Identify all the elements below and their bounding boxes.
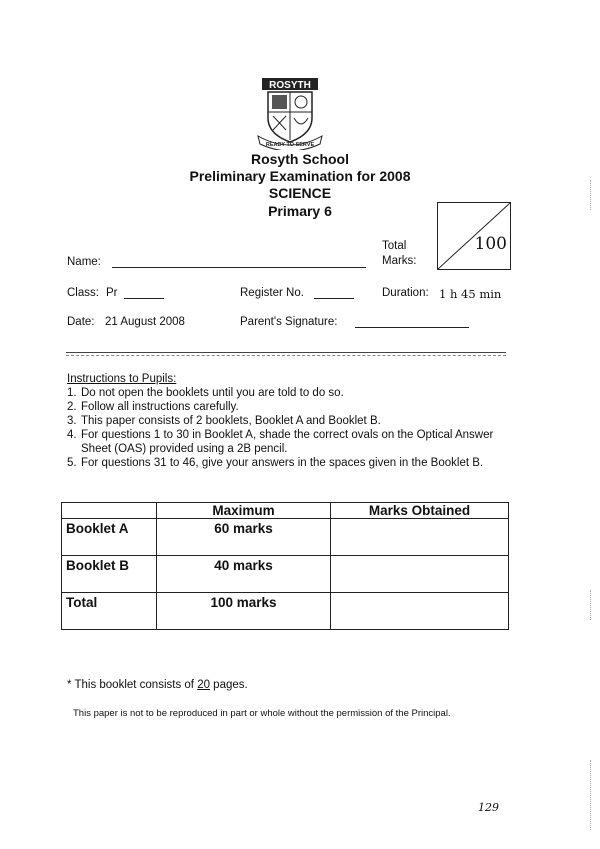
section-divider-dashed (66, 355, 506, 356)
parent-signature-label: Parent's Signature: (240, 316, 338, 328)
school-name: Rosyth School (250, 151, 349, 167)
total-marks-box (437, 202, 511, 270)
instructions-heading: Instructions to Pupils: (67, 373, 177, 385)
table-row (62, 519, 509, 556)
instruction-item: 3. This paper consists of 2 booklets, Booklet A and Booklet B. (67, 415, 381, 427)
instruction-item: 2. Follow all instructions carefully. (67, 401, 239, 413)
instructions-list (67, 386, 521, 470)
class-label: Class: (67, 287, 99, 299)
subject-title: SCIENCE (268, 185, 332, 201)
register-label: Register No. (240, 287, 304, 299)
scan-edge-mark (590, 590, 592, 620)
booklet-name: Total (62, 593, 157, 630)
total-marks-label-line2: Marks: (382, 255, 417, 267)
maximum-marks: 60 marks (157, 519, 331, 556)
booklet-name: Booklet A (62, 519, 157, 556)
instruction-item: 5. For questions 31 to 46, give your answers in the spaces given in the Booklet B. (67, 457, 484, 469)
total-marks-max: 100 (474, 234, 507, 254)
maximum-marks: 40 marks (157, 556, 331, 593)
duration-value: 1 h 45 min (439, 287, 502, 301)
copyright-notice: This paper is not to be reproduced in part or whole without the permission of the Principal. (73, 708, 451, 719)
section-divider (66, 352, 506, 353)
marks-obtained-cell[interactable] (331, 519, 509, 556)
class-field[interactable] (124, 286, 164, 299)
level-title: Primary 6 (268, 203, 332, 219)
date-label: Date: (67, 316, 95, 328)
page-count-note: * This booklet consists of 20 pages. (67, 679, 248, 691)
scan-edge-mark (590, 180, 592, 210)
svg-text:READY TO SERVE: READY TO SERVE (265, 142, 315, 148)
name-label: Name: (67, 256, 101, 268)
booklet-name: Booklet B (62, 556, 157, 593)
page-number: 129 (478, 801, 499, 814)
name-field[interactable] (112, 253, 366, 268)
duration-label: Duration: (382, 287, 429, 299)
table-row (62, 593, 509, 630)
marks-table (61, 502, 509, 630)
table-header (62, 503, 157, 519)
marks-obtained-cell[interactable] (331, 593, 509, 630)
table-header-row (62, 503, 509, 519)
total-marks-label-line1: Total (382, 240, 407, 252)
maximum-marks: 100 marks (157, 593, 331, 630)
register-field[interactable] (314, 286, 354, 299)
exam-title: Preliminary Examination for 2008 (189, 168, 411, 184)
page-count: 20 (197, 679, 210, 691)
instruction-item: 1. Do not open the booklets until you are told to do so. (67, 387, 344, 399)
parent-signature-field[interactable] (355, 315, 469, 328)
table-header: Maximum (157, 503, 331, 519)
school-crest-logo (256, 78, 324, 150)
class-value: Pr (106, 287, 118, 299)
instruction-item: 4. For questions 1 to 30 in Booklet A, shade the correct ovals on the Optical Answer Sheet (OAS) provided using a 2B pencil. (67, 429, 494, 455)
table-row (62, 556, 509, 593)
date-value: 21 August 2008 (105, 316, 185, 328)
table-header: Marks Obtained (331, 503, 509, 519)
svg-text:ROSYTH: ROSYTH (269, 80, 311, 91)
marks-obtained-cell[interactable] (331, 556, 509, 593)
scan-edge-mark (590, 760, 592, 830)
